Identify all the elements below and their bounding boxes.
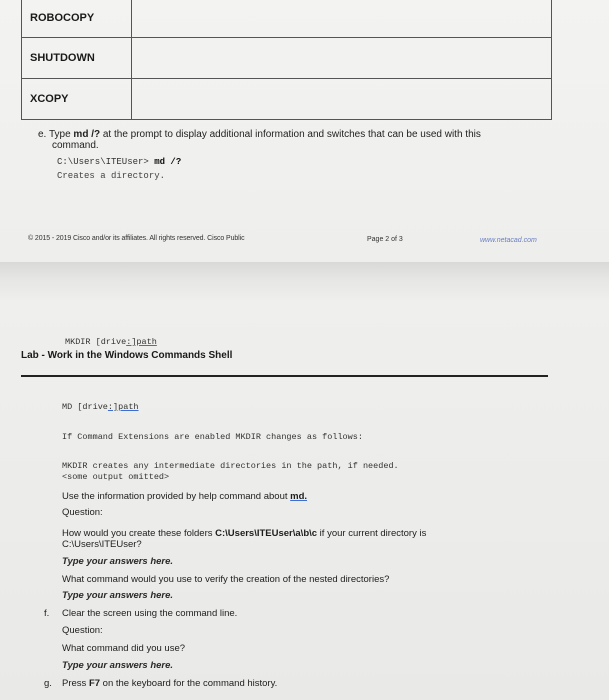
- description-cell[interactable]: [132, 0, 552, 38]
- table-row: [22, 38, 552, 79]
- step-command: md /?: [73, 129, 101, 140]
- syntax-path: :]path: [107, 402, 139, 412]
- step-e-instruction: [38, 129, 481, 140]
- instruction-text: Use the information provided by help command about: [62, 491, 291, 502]
- command-cell: SHUTDOWN: [22, 38, 132, 79]
- command-cell: XCOPY: [22, 79, 132, 120]
- step-f-instruction: Clear the screen using the command line.: [62, 608, 238, 619]
- mkdir-description-line: MKDIR creates any intermediate directories in the path, if needed.: [62, 461, 399, 471]
- title-divider: [21, 375, 548, 377]
- step-text: at the prompt to display additional information and switches that can be used with this: [100, 129, 481, 140]
- question-text-part: if your current directory is: [317, 528, 427, 539]
- footer-site-link[interactable]: www.netacad.com: [480, 237, 537, 244]
- question-text-part: How would you create these folders: [62, 528, 216, 539]
- mkdir-syntax: [65, 337, 157, 347]
- question-label: Question:: [62, 507, 103, 518]
- omitted-output-line: <some output omitted>: [62, 472, 170, 482]
- prompt-command: md /?: [154, 157, 182, 167]
- step-letter: f.: [44, 608, 50, 619]
- footer-page-number: Page 2 of 3: [367, 236, 403, 243]
- commands-table: [21, 0, 552, 120]
- document-page-top: [0, 0, 609, 262]
- step-letter: e.: [38, 129, 47, 140]
- command-prompt-line: [57, 157, 181, 167]
- answer-field[interactable]: Type your answers here.: [62, 590, 174, 601]
- question-text: What command did you use?: [62, 643, 186, 654]
- table-row: [22, 79, 552, 120]
- instruction-text: Press: [62, 678, 89, 689]
- footer-copyright: © 2015 - 2019 Cisco and/or its affiliates. All rights reserved. Cisco Public: [28, 235, 245, 242]
- table-row: [22, 0, 552, 38]
- description-cell[interactable]: [132, 38, 552, 79]
- lab-title: Lab - Work in the Windows Commands Shell: [21, 350, 233, 361]
- instruction-key: F7: [88, 678, 101, 689]
- syntax-path: :]path: [126, 337, 157, 347]
- question-text: [62, 528, 426, 539]
- command-output-line: Creates a directory.: [57, 171, 166, 181]
- question-path: C:\Users\ITEUser\a\b\c: [215, 528, 318, 539]
- question-text-continuation: C:\Users\ITEUser?: [62, 539, 142, 550]
- prompt-path: C:\Users\ITEUser>: [57, 157, 149, 167]
- answer-field[interactable]: Type your answers here.: [62, 660, 174, 671]
- description-cell[interactable]: [132, 79, 552, 120]
- command-cell: ROBOCOPY: [22, 0, 132, 38]
- page-gap: [0, 262, 609, 300]
- step-e-continuation: command.: [52, 140, 99, 151]
- syntax-text: MD [drive: [62, 402, 108, 412]
- md-syntax: [62, 402, 139, 412]
- step-g-instruction: [62, 678, 277, 689]
- question-text: What command would you use to verify the creation of the nested directories?: [62, 574, 390, 585]
- extensions-line: If Command Extensions are enabled MKDIR changes as follows:: [62, 432, 363, 442]
- step-letter: g.: [44, 678, 52, 689]
- step-text: Type: [48, 129, 74, 140]
- instruction-command: md.: [290, 491, 308, 502]
- answer-field[interactable]: Type your answers here.: [62, 556, 174, 567]
- question-label: Question:: [62, 625, 103, 636]
- syntax-text: MKDIR [drive: [65, 337, 127, 347]
- use-info-instruction: [62, 491, 307, 502]
- instruction-text: on the keyboard for the command history.: [100, 678, 278, 689]
